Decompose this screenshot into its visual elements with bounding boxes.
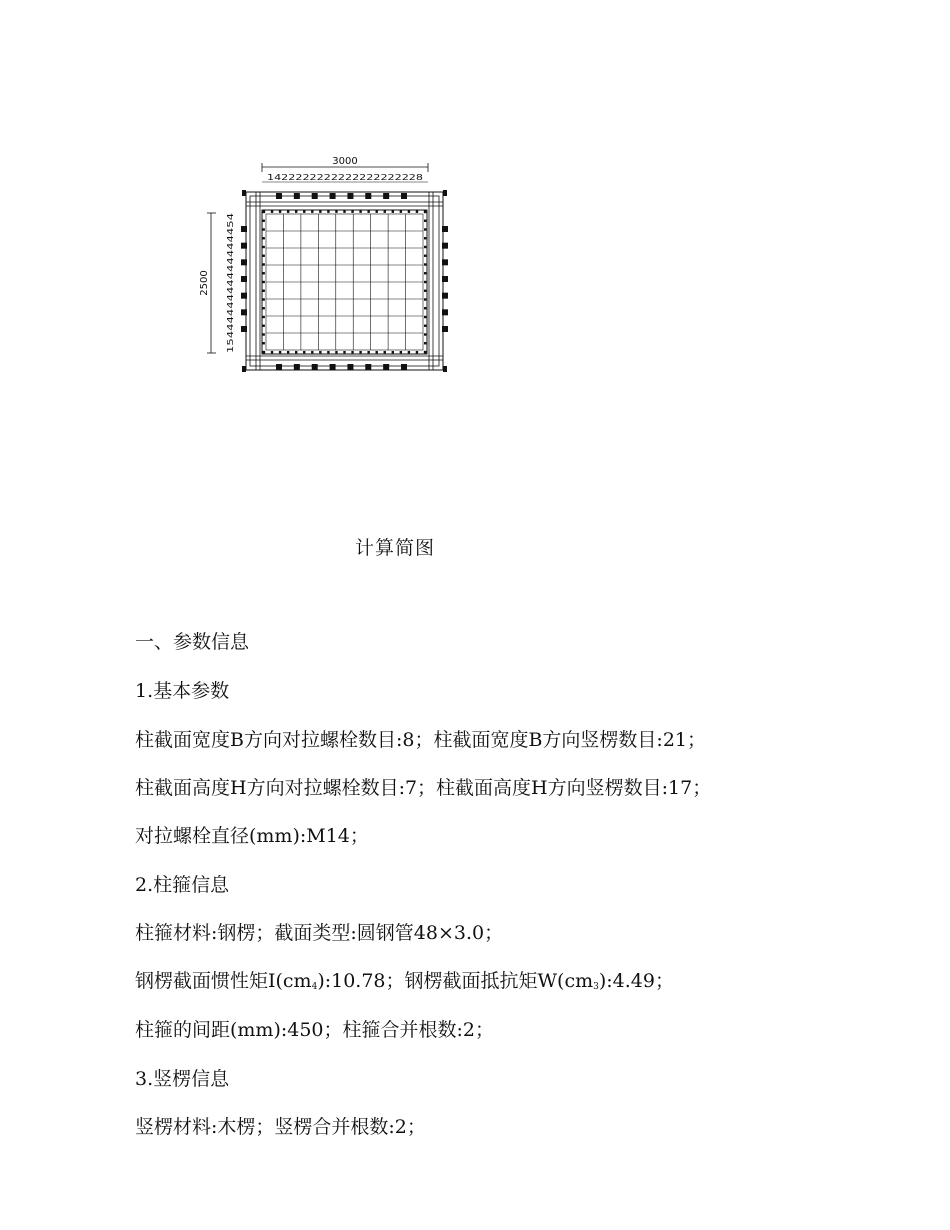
stud-mark — [263, 342, 265, 344]
bolt-head — [365, 364, 371, 370]
stud-mark — [271, 211, 273, 213]
basic-params-line-2: 柱截面高度H方向对拉螺栓数目:7；柱截面高度H方向竖楞数目:17； — [135, 777, 712, 799]
stud-mark — [319, 351, 321, 353]
stud-mark — [263, 325, 265, 327]
stud-mark — [295, 211, 297, 213]
hoop-info-heading: 2.柱箍信息 — [135, 874, 230, 896]
stud-mark — [263, 237, 265, 239]
stud-mark — [424, 246, 426, 248]
stud-mark — [263, 263, 265, 265]
stud-mark — [263, 281, 265, 283]
bolt-head — [383, 193, 389, 199]
width-dimension-label: 3000 — [332, 156, 358, 167]
stud-mark — [263, 211, 265, 213]
stud-info-line-1: 竖楞材料:木楞；竖楞合并根数:2； — [135, 1116, 426, 1138]
stud-mark — [392, 211, 394, 213]
bolt-head — [330, 193, 336, 199]
stud-mark — [376, 351, 378, 353]
stud-mark — [359, 211, 361, 213]
stud-mark — [263, 220, 265, 222]
bolt-head — [294, 364, 300, 370]
stud-mark — [263, 298, 265, 300]
height-dimension-label: 2500 — [199, 270, 210, 296]
stud-info-heading: 3.竖楞信息 — [135, 1068, 230, 1090]
stud-mark — [424, 228, 426, 230]
stud-mark — [295, 351, 297, 353]
stud-mark — [424, 298, 426, 300]
bolt-head — [442, 293, 448, 299]
hoop-modulus-value: ):4.49； — [598, 970, 674, 992]
bolt-head — [383, 364, 389, 370]
stud-mark — [335, 211, 337, 213]
stud-mark — [303, 211, 305, 213]
basic-params-line-3: 对拉螺栓直径(mm):M14； — [135, 825, 369, 847]
stud-mark — [424, 351, 426, 353]
stud-mark — [319, 211, 321, 213]
bolt-head — [401, 193, 407, 199]
stud-mark — [424, 316, 426, 318]
stud-mark — [424, 255, 426, 257]
stud-mark — [279, 351, 281, 353]
stud-mark — [287, 351, 289, 353]
stud-mark — [271, 351, 273, 353]
stud-mark — [263, 246, 265, 248]
bolt-head — [330, 364, 336, 370]
stud-mark — [408, 351, 410, 353]
bolt-head — [442, 326, 448, 332]
stud-mark — [400, 351, 402, 353]
bolt-head — [442, 276, 448, 282]
stud-mark — [287, 211, 289, 213]
bolt-head — [442, 243, 448, 249]
bolt-head — [312, 364, 318, 370]
stud-mark — [424, 342, 426, 344]
bolt-head — [241, 309, 247, 315]
stud-mark — [384, 211, 386, 213]
stud-mark — [416, 211, 418, 213]
stud-mark — [424, 281, 426, 283]
stud-mark — [263, 351, 265, 353]
stud-mark — [279, 211, 281, 213]
stud-mark — [351, 351, 353, 353]
column-formwork-diagram — [190, 150, 470, 380]
stud-mark — [263, 333, 265, 335]
hoop-info-line-1: 柱箍材料:钢楞；截面类型:圆钢管48×3.0； — [135, 922, 504, 944]
stud-mark — [343, 351, 345, 353]
stud-mark — [424, 211, 426, 213]
stud-mark — [263, 290, 265, 292]
bolt-head — [347, 364, 353, 370]
hoop-info-line-3: 柱箍的间距(mm):450；柱箍合并根数:2； — [135, 1019, 495, 1041]
stud-mark — [303, 351, 305, 353]
bolt-head — [442, 226, 448, 232]
bolt-head — [241, 293, 247, 299]
stud-mark — [359, 351, 361, 353]
tie-bolts — [241, 193, 448, 370]
bolt-head — [347, 193, 353, 199]
bolt-head — [401, 364, 407, 370]
bolt-head — [276, 364, 282, 370]
hoop-inertia-label: 钢楞截面惯性矩I(cm — [135, 970, 312, 992]
bolt-head — [241, 243, 247, 249]
superscript-3: 3 — [593, 982, 599, 992]
stud-mark — [424, 325, 426, 327]
stud-mark — [311, 351, 313, 353]
stud-mark — [424, 307, 426, 309]
basic-params-heading: 1.基本参数 — [135, 680, 230, 702]
section-grid — [266, 214, 423, 350]
stud-mark — [424, 220, 426, 222]
section-title: 一、参数信息 — [135, 631, 250, 653]
bolt-head — [294, 193, 300, 199]
bolt-head — [241, 226, 247, 232]
stud-mark — [367, 211, 369, 213]
bolt-head — [276, 193, 282, 199]
stud-mark — [384, 351, 386, 353]
bolt-head — [442, 309, 448, 315]
figure-caption: 计算简图 — [354, 537, 435, 559]
bolt-head — [241, 276, 247, 282]
stud-mark — [263, 307, 265, 309]
bolt-head — [365, 193, 371, 199]
stud-mark — [424, 263, 426, 265]
bolt-head — [241, 326, 247, 332]
hoop-modulus-label: ):10.78；钢楞截面抵抗矩W(cm — [317, 970, 594, 992]
stud-mark — [263, 255, 265, 257]
top-stud-spacing-labels: 1422222222222222222228 — [267, 173, 423, 182]
stud-mark — [416, 351, 418, 353]
stud-mark — [392, 351, 394, 353]
stud-mark — [343, 211, 345, 213]
stud-mark — [263, 272, 265, 274]
stud-mark — [424, 290, 426, 292]
stud-mark — [263, 228, 265, 230]
bolt-head — [241, 259, 247, 265]
stud-mark — [424, 333, 426, 335]
left-stud-spacing-labels: 1544444444444444454 — [226, 256, 235, 353]
calculation-diagram — [190, 150, 470, 380]
stud-mark — [327, 351, 329, 353]
basic-params-line-1: 柱截面宽度B方向对拉螺栓数目:8；柱截面宽度B方向竖楞数目:21； — [135, 729, 706, 751]
bolt-head — [442, 259, 448, 265]
stud-mark — [424, 237, 426, 239]
stud-mark — [424, 272, 426, 274]
hoop-info-line-2 — [135, 969, 674, 999]
stud-mark — [335, 351, 337, 353]
superscript-4: 4 — [311, 982, 318, 992]
stud-mark — [327, 211, 329, 213]
stud-mark — [263, 316, 265, 318]
stud-mark — [351, 211, 353, 213]
stud-mark — [400, 211, 402, 213]
stud-mark — [376, 211, 378, 213]
bolt-head — [312, 193, 318, 199]
stud-mark — [367, 351, 369, 353]
stud-mark — [408, 211, 410, 213]
stud-mark — [311, 211, 313, 213]
